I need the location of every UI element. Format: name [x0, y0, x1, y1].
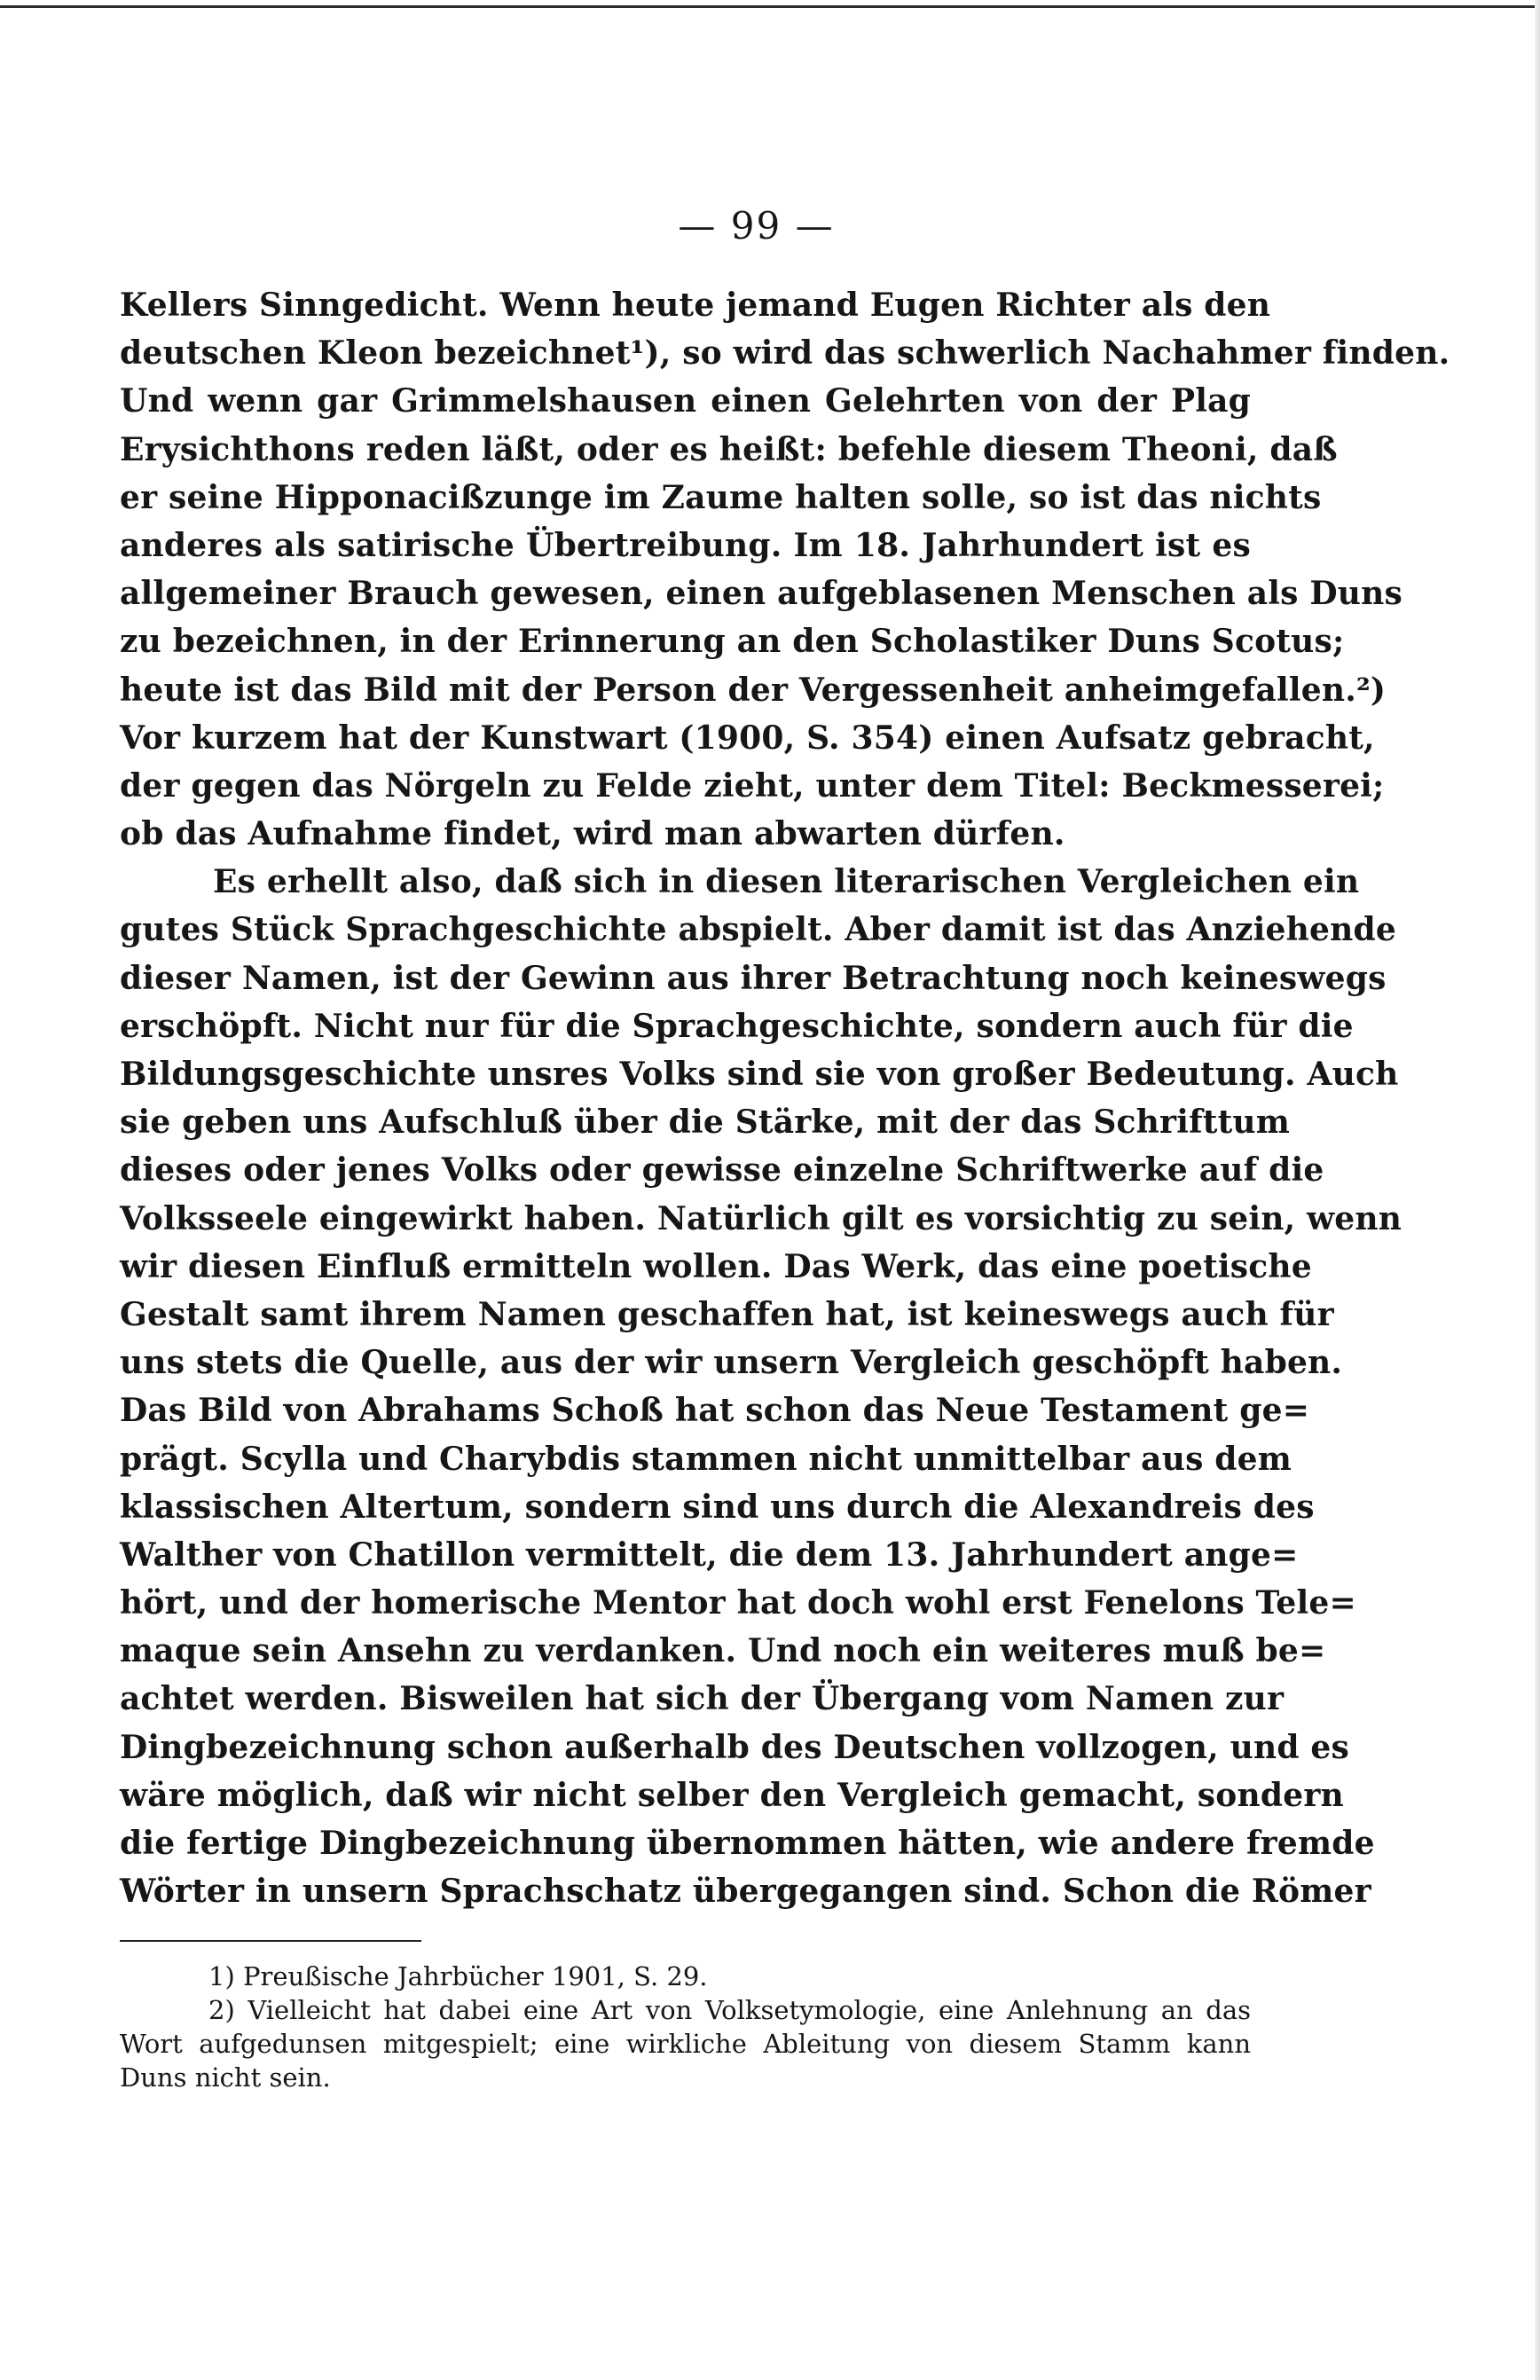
book-page — [120, 204, 1450, 2094]
text-line: er seine Hipponacißzunge im Zaume halten solle, so ist das nichts — [120, 478, 1322, 516]
text-line: erschöpft. Nicht nur für die Sprachgeschichte, sondern auch für die — [120, 1007, 1354, 1045]
text-line: wir diesen Einfluß ermitteln wollen. Das Werk, das eine poetische — [120, 1247, 1312, 1285]
scan-edge-top — [0, 5, 1540, 8]
text-line: achtet werden. Bisweilen hat sich der Übergang vom Namen zur — [120, 1680, 1285, 1718]
text-line: Vor kurzem hat der Kunstwart (1900, S. 354) einen Aufsatz gebracht, — [120, 719, 1375, 757]
text-line: Bildungsgeschichte unsres Volks sind sie von großer Bedeutung. Auch — [120, 1056, 1399, 1093]
text-line: gutes Stück Sprachgeschichte abspielt. Aber damit ist das Anziehende — [120, 911, 1396, 949]
text-line: ob das Aufnahme findet, wird man abwarten dürfen. — [120, 815, 1065, 853]
page-number: — 99 — — [678, 204, 835, 247]
footnote-1: 1) Preußische Jahrbücher 1901, S. 29. — [208, 1961, 708, 1992]
text-line: Dingbezeichnung schon außerhalb des Deutschen vollzogen, und es — [120, 1728, 1349, 1766]
text-line: Wörter in unsern Sprachschatz übergegangen sind. Schon die Römer — [120, 1873, 1371, 1911]
text-line: hört, und der homerische Mentor hat doch wohl erst Fenelons Tele= — [120, 1584, 1356, 1622]
text-line: Kellers Sinngedicht. Wenn heute jemand Eugen Richter als den — [120, 287, 1271, 324]
text-line: dieser Namen, ist der Gewinn aus ihrer Betrachtung noch keineswegs — [120, 959, 1387, 997]
text-line: Walther von Chatillon vermittelt, die dem 13. Jahrhundert ange= — [120, 1536, 1299, 1574]
text-line: Gestalt samt ihrem Namen geschaffen hat, ist keineswegs auch für — [120, 1295, 1334, 1333]
text-line: zu bezeichnen, in der Erinnerung an den Scholastiker Duns Scotus; — [120, 623, 1345, 661]
text-line: dieses oder jenes Volks oder gewisse einzelne Schriftwerke auf die — [120, 1151, 1324, 1190]
text-line: anderes als satirische Übertreibung. Im 18. Jahrhundert ist es — [120, 526, 1251, 564]
text-line: prägt. Scylla und Charybdis stammen nicht unmittelbar aus dem — [120, 1440, 1292, 1478]
text-line: Und wenn gar Grimmelshausen einen Gelehrten von der Plag — [120, 382, 1251, 420]
footnote-divider — [120, 1940, 421, 1942]
text-line: heute ist das Bild mit der Person der Vergessenheit anheimgefallen.²) — [120, 671, 1387, 709]
text-line: deutschen Kleon bezeichnet¹), so wird das schwerlich Nachahmer finden. — [120, 334, 1450, 373]
text-line: der gegen das Nörgeln zu Felde zieht, unter dem Titel: Beckmesserei; — [120, 766, 1385, 805]
footnote-2-continued: Wort aufgedunsen mitgespielt; eine wirkliche Ableitung von diesem Stamm kann — [120, 2029, 1251, 2060]
body-text — [120, 281, 1450, 1915]
text-line: klassischen Altertum, sondern sind uns durch die Alexandreis des — [120, 1488, 1315, 1526]
text-line: Das Bild von Abrahams Schoß hat schon das Neue Testament ge= — [120, 1392, 1310, 1430]
scan-edge-right — [1535, 0, 1540, 2380]
paragraph-start-line: Es erhellt also, daß sich in diesen literarischen Vergleichen ein — [213, 863, 1360, 901]
text-line: maque sein Ansehn zu verdanken. Und noch ein weiteres muß be= — [120, 1632, 1326, 1670]
footnote-2-end: Duns nicht sein. — [120, 2062, 331, 2093]
text-line: uns stets die Quelle, aus der wir unsern Vergleich geschöpft haben. — [120, 1344, 1343, 1382]
footnotes — [120, 1960, 1251, 2094]
text-line: Erysichthons reden läßt, oder es heißt: befehle diesem Theoni, daß — [120, 430, 1338, 468]
text-line: Volksseele eingewirkt haben. Natürlich gilt es vorsichtig zu sein, wenn — [120, 1199, 1402, 1237]
text-line: allgemeiner Brauch gewesen, einen aufgeblasenen Menschen als Duns — [120, 575, 1403, 613]
footnote-2: 2) Vielleicht hat dabei eine Art von Volksetymologie, eine Anlehnung an das — [208, 1995, 1251, 2026]
text-line: die fertige Dingbezeichnung übernommen hätten, wie andere fremde — [120, 1825, 1375, 1862]
text-line: sie geben uns Aufschluß über die Stärke, mit der das Schrifttum — [120, 1104, 1291, 1142]
text-line: wäre möglich, daß wir nicht selber den Vergleich gemacht, sondern — [120, 1776, 1344, 1814]
